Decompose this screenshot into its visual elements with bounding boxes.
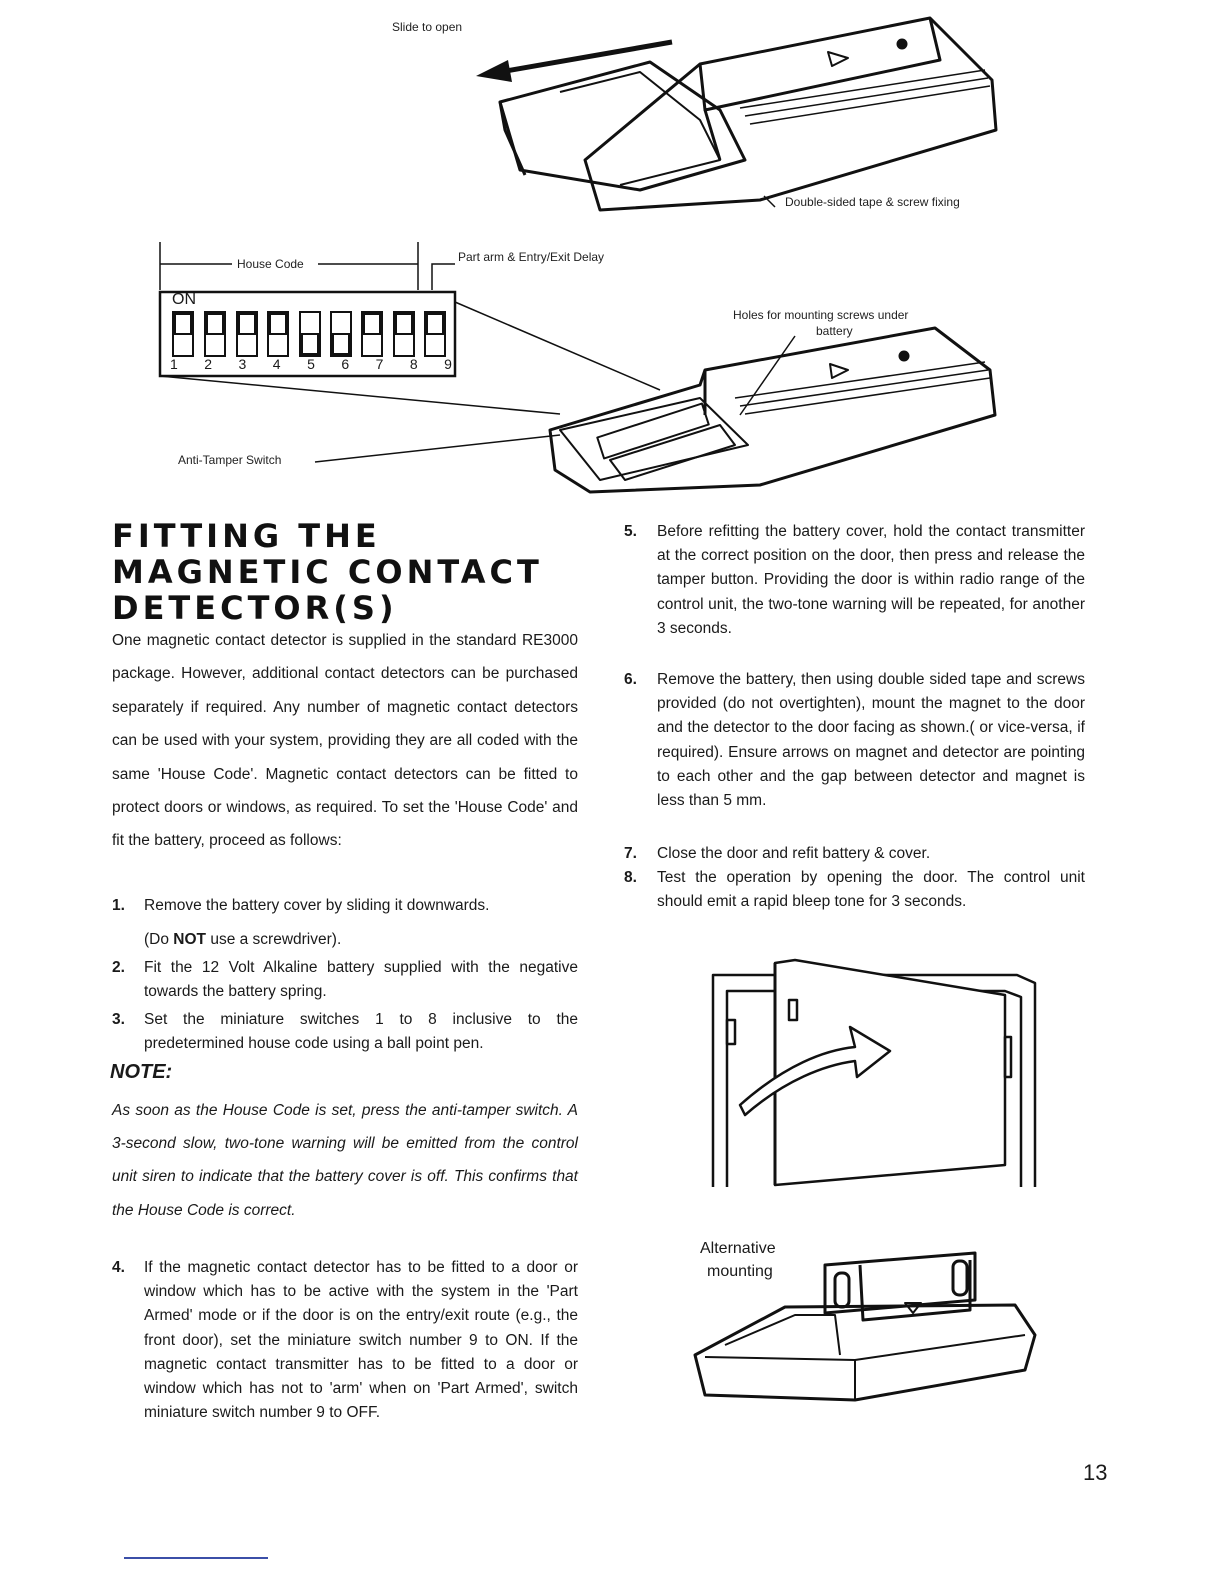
alt-mount-line2: mounting <box>707 1263 773 1280</box>
step-item <box>112 1256 578 1425</box>
step-text: Test the operation by opening the door. The control unit should emit a rapid bleep tone for 3 seconds. <box>657 869 1085 911</box>
step-item <box>112 956 578 1004</box>
door-illustration <box>705 955 1045 1195</box>
step-number: 4. <box>112 1259 125 1276</box>
switch-number: 8 <box>409 356 418 372</box>
switch-number: 7 <box>375 356 384 372</box>
anti-tamper-label: Anti-Tamper Switch <box>178 453 282 467</box>
section-heading <box>112 518 572 626</box>
dip-switch-diagram <box>0 230 1224 530</box>
step1-note <box>144 928 341 952</box>
heading-line: FITTING THE <box>112 517 381 555</box>
step-number: 5. <box>624 523 637 540</box>
switch-number: 6 <box>341 356 350 372</box>
step-text: Set the miniature switches 1 to 8 inclusive to the predetermined house code using a ball point pen. <box>144 1011 578 1053</box>
switch-number-row <box>170 356 452 372</box>
step-number: 7. <box>624 845 637 862</box>
step1-note-pre: (Do <box>144 931 174 948</box>
switch-number: 3 <box>238 356 247 372</box>
holes-caption-line2: battery <box>816 324 853 338</box>
step-text: Close the door and refit battery & cover. <box>657 845 931 862</box>
intro-paragraph: One magnetic contact detector is supplied in the standard RE3000 package. However, additional contact detectors can be purchased separately if required. Any number of magnetic contact detectors can be used with your system, providing they are all coded with the same 'House Code'. Magnetic contact detectors can be fitted to protect doors or windows, as required. To set the 'House Code' and fit the battery, proceed as follows: <box>112 632 578 850</box>
step-number: 6. <box>624 671 637 688</box>
step-number: 1. <box>112 897 125 914</box>
switch-on-label: ON <box>172 291 196 308</box>
step-item <box>112 1008 578 1056</box>
step1-note-bold: NOT <box>173 931 207 948</box>
step-text: Before refitting the battery cover, hold the contact transmitter at the correct position on the door, then press and release the tamper button. Providing the door is within radio range of the control unit, the two-tone warning will be repeated, for another 3 seconds. <box>657 523 1085 637</box>
step-text: Fit the 12 Volt Alkaline battery supplied with the negative towards the battery spring. <box>144 959 578 1001</box>
alt-mount-line1: Alternative <box>700 1240 776 1257</box>
step-item <box>112 894 578 918</box>
note-title: NOTE: <box>110 1061 173 1083</box>
step1-note-post: use a screwdriver). <box>206 931 342 948</box>
step-item <box>624 842 1085 866</box>
slide-to-open-caption: Slide to open <box>392 20 463 34</box>
alt-mount-illustration <box>685 1245 1045 1415</box>
switch-number: 2 <box>204 356 213 372</box>
step-number: 3. <box>112 1011 125 1028</box>
detector-slide-illustration <box>0 0 1224 230</box>
switch-number: 9 <box>444 356 452 372</box>
heading-line: DETECTOR(S) <box>112 589 398 627</box>
step-text: If the magnetic contact detector has to be fitted to a door or window which has to be active with the system in the 'Part Armed' mode or if the door is on the entry/exit route (e.g., the front door), set the miniature switch number 9 to ON. If the magnetic contact transmitter has to be fitted to a door or window which has not to 'arm' when on 'Part Armed', switch miniature switch number 9 to OFF. <box>144 1259 578 1422</box>
switch-number: 4 <box>272 356 281 372</box>
part-arm-label: Part arm & Entry/Exit Delay <box>458 250 605 264</box>
footer-rule <box>124 1557 268 1559</box>
step-item <box>624 668 1085 813</box>
step-text: Remove the battery, then using double sided tape and screws provided (do not overtighten), mount the magnet to the door and the detector to the door facing as shown.( or vice-versa, if required). Ensure arrows on magnet and detector are pointing to each other and the gap between detector and magnet is less than 5 mm. <box>657 671 1085 810</box>
step-item <box>624 520 1085 641</box>
step-number: 8. <box>624 869 637 886</box>
switch-number: 1 <box>170 356 178 372</box>
step-text: Remove the battery cover by sliding it downwards. <box>144 897 490 914</box>
heading-line: MAGNETIC CONTACT <box>112 553 543 591</box>
step-number: 2. <box>112 959 125 976</box>
switch-number: 5 <box>307 356 315 372</box>
step-item <box>624 866 1085 914</box>
page-number: 13 <box>1083 1460 1108 1485</box>
tape-fixing-caption: Double-sided tape & screw fixing <box>785 195 960 209</box>
note-body: As soon as the House Code is set, press the anti-tamper switch. A 3-second slow, two-tone warning will be emitted from the control unit siren to indicate that the battery cover is off. This confirms that the House Code is correct. <box>112 1102 578 1219</box>
holes-caption-line1: Holes for mounting screws under <box>733 308 909 322</box>
house-code-label: House Code <box>237 257 304 271</box>
